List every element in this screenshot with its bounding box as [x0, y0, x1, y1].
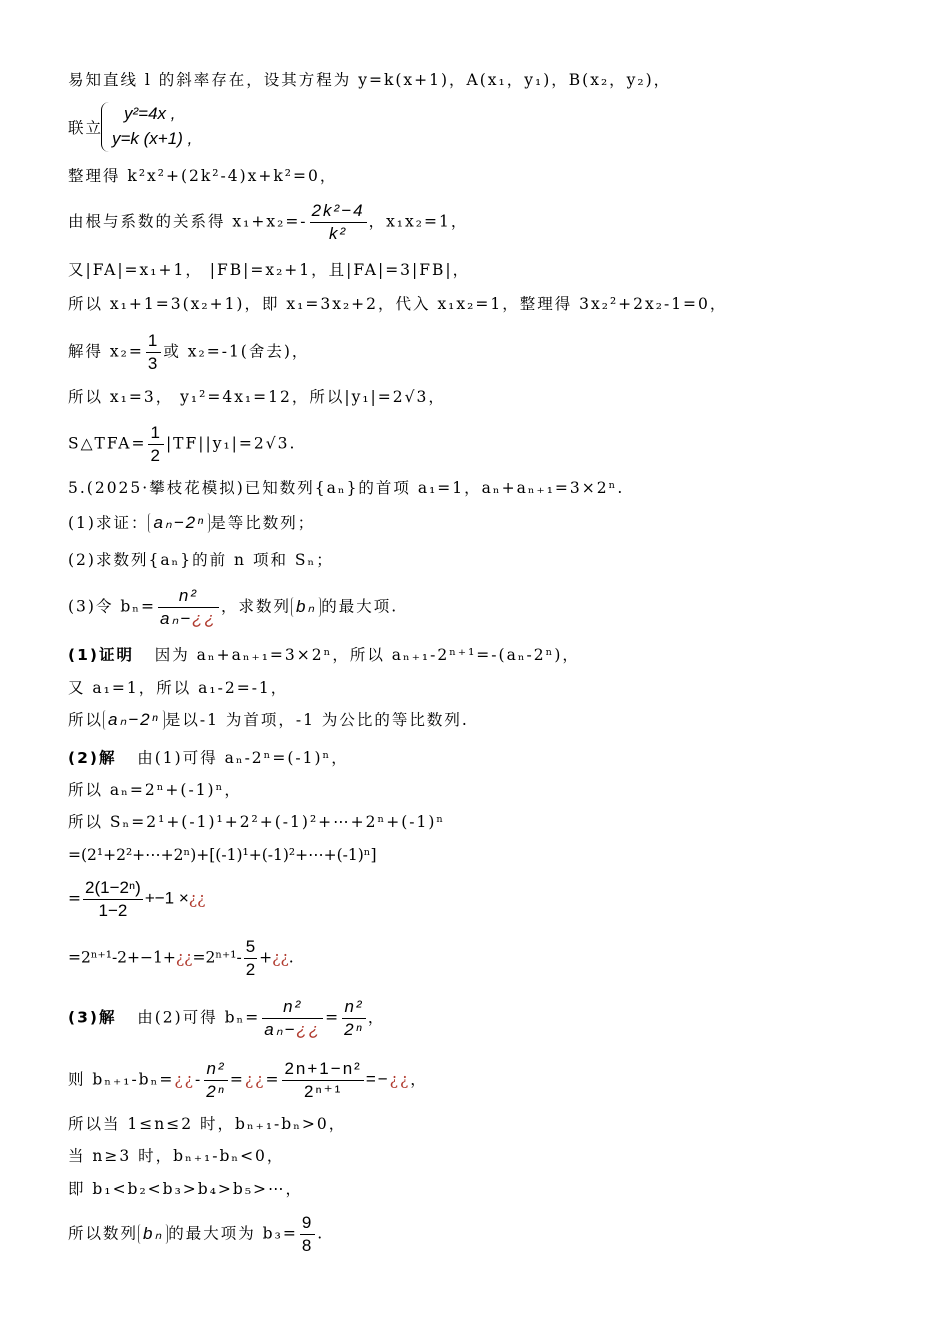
problem-5-title	[68, 478, 624, 498]
text: ，求数列	[220, 597, 291, 616]
text: =(2¹+2²+⋯+2ⁿ)+[(-1)¹+(-1)²+⋯+(-1)ⁿ]	[68, 846, 377, 864]
section-tag: (3)解	[68, 1008, 117, 1027]
solution-2-line-3	[68, 812, 445, 832]
text: 5.(2025·攀枝花模拟)已知数列{aₙ}的首项 a₁=1，aₙ+aₙ₊₁=3×2ⁿ.	[68, 479, 625, 497]
numerator: n²	[158, 585, 219, 608]
section-tag: (1)证明	[68, 646, 134, 664]
expression: bₙ	[138, 1224, 168, 1244]
text: ，	[410, 1070, 428, 1089]
text: 解得 x₂=	[68, 342, 144, 361]
text: ，x₁x₂=1，	[368, 212, 469, 231]
solution-2-line-1	[68, 748, 349, 768]
solution-3-line-3	[68, 1114, 346, 1134]
numerator: n²	[204, 1058, 228, 1081]
solution-2-line-6	[68, 936, 294, 981]
garbled-glyph: ¿¿	[296, 1020, 322, 1039]
text: +−1 ×	[144, 888, 189, 908]
denominator: 8	[301, 1236, 314, 1255]
garbled-glyph: ¿¿	[244, 1070, 266, 1089]
line-substitute	[68, 294, 727, 314]
denominator: 3	[147, 354, 160, 373]
text: 易知直线 l 的斜率存在，设其方程为 y=k(x+1)，A(x₁，y₁)，B(x₂，y₂)，	[68, 71, 672, 89]
fraction	[244, 936, 257, 981]
text: y=k (x+1) ,	[112, 129, 193, 148]
line-quadratic	[68, 166, 337, 186]
problem-5-part-2	[68, 550, 334, 570]
text: 即 b₁<b₂<b₃>b₄>b₅>⋯，	[68, 1180, 304, 1198]
numerator: 2k²−4	[310, 200, 367, 223]
text: |TF||y₁|=2√3.	[165, 434, 297, 453]
denominator: 2	[245, 960, 256, 979]
numerator: 2(1−2ⁿ)	[83, 877, 143, 900]
text: 所以 x₁=3， y₁²=4x₁=12，所以|y₁|=2√3，	[68, 388, 446, 406]
text: 是以-1 为首项，-1 为公比的等比数列.	[164, 711, 469, 729]
solution-1-line-2	[68, 678, 288, 698]
garbled-glyph: ¿¿	[389, 1070, 411, 1089]
text: 的最大项为 b₃=	[168, 1224, 298, 1243]
numerator: 9	[300, 1212, 315, 1235]
text: 所以 Sₙ=2¹+(-1)¹+2²+(-1)²+⋯+2ⁿ+(-1)ⁿ	[68, 813, 446, 831]
solution-3-line-1	[68, 996, 385, 1041]
garbled-glyph: ¿¿	[192, 609, 217, 628]
text: 的最大项.	[321, 597, 399, 616]
text: .	[288, 948, 294, 967]
text: 当 n≥3 时，bₙ₊₁-bₙ<0，	[68, 1147, 285, 1165]
numerator: 5	[244, 936, 257, 959]
text: 是等比数列；	[210, 514, 316, 532]
line-area	[68, 422, 296, 467]
text: =−	[365, 1069, 390, 1089]
line-vieta	[68, 200, 468, 245]
text: 由(2)可得 bₙ=	[137, 1008, 261, 1027]
text: 又|FA|=x₁+1， |FB|=x₂+1，且|FA|=3|FB|，	[68, 261, 471, 279]
fraction	[310, 200, 367, 245]
garbled-glyph: ¿¿	[272, 948, 289, 967]
solution-2-line-5	[68, 877, 205, 922]
text: (3)令 bₙ=	[68, 597, 156, 616]
numerator: n²	[262, 996, 323, 1019]
garbled-glyph: ¿¿	[174, 1070, 195, 1089]
solution-1-line-1	[68, 645, 580, 665]
numerator: 1	[146, 330, 161, 353]
text: aₙ−	[160, 609, 193, 628]
expression: bₙ	[291, 597, 321, 617]
denominator: 2	[150, 446, 162, 465]
fraction	[83, 877, 143, 922]
text: =	[325, 1008, 341, 1027]
line-slope	[68, 70, 671, 90]
text: =	[229, 1070, 245, 1089]
text: .	[317, 1224, 325, 1243]
text: (2)求数列{aₙ}的前 n 项和 Sₙ；	[68, 551, 334, 569]
line-system-label	[68, 118, 103, 138]
left-brace	[101, 102, 110, 152]
fraction	[262, 996, 323, 1041]
text: 则 bₙ₊₁-bₙ=	[68, 1070, 175, 1089]
solution-2-line-2	[68, 780, 242, 800]
fraction	[342, 996, 366, 1041]
numerator: 1	[148, 422, 163, 445]
denominator: 1−2	[98, 901, 128, 920]
line-solve	[68, 330, 309, 375]
denominator: 2ⁿ	[344, 1020, 364, 1039]
numerator: n²	[342, 996, 366, 1019]
problem-5-part-3	[68, 585, 398, 630]
line-y1	[68, 387, 446, 407]
denominator	[158, 608, 219, 630]
text: 因为 aₙ+aₙ₊₁=3×2ⁿ，所以 aₙ₊₁-2ⁿ⁺¹=-(aₙ-2ⁿ)，	[154, 646, 580, 664]
text: 由(1)可得 aₙ-2ⁿ=(-1)ⁿ，	[137, 749, 349, 767]
text: 又 a₁=1，所以 a₁-2=-1，	[68, 679, 289, 697]
text: =	[68, 889, 81, 908]
section-tag: (2)解	[68, 749, 117, 767]
fraction	[158, 585, 219, 630]
fraction	[300, 1212, 315, 1257]
fraction	[146, 330, 161, 375]
solution-2-line-4	[68, 845, 377, 865]
text: 由根与系数的关系得 x₁+x₂=-	[68, 212, 308, 231]
expression: aₙ−2ⁿ	[148, 513, 210, 533]
denominator: k²	[328, 224, 348, 243]
text: =2ⁿ⁺¹-	[192, 948, 242, 967]
numerator: 2n+1−n²	[282, 1058, 363, 1081]
line-focal	[68, 260, 470, 280]
text: +	[259, 948, 273, 967]
text: (1)求证：	[68, 514, 149, 532]
solution-3-line-5	[68, 1179, 303, 1199]
text: ，	[367, 1008, 386, 1027]
solution-3-line-2	[68, 1058, 428, 1103]
text: 所以当 1≤n≤2 时，bₙ₊₁-bₙ>0，	[68, 1115, 347, 1133]
expression: aₙ−2ⁿ	[103, 710, 165, 730]
text: -	[194, 1070, 203, 1089]
fraction	[282, 1058, 363, 1103]
denominator	[262, 1019, 323, 1041]
system-eq-1	[124, 104, 176, 124]
text: y²=4x ,	[124, 104, 176, 123]
text: =	[265, 1070, 281, 1089]
text: 所以 x₁+1=3(x₂+1)，即 x₁=3x₂+2，代入 x₁x₂=1，整理得 3x₂²+2x₂-1=0，	[68, 295, 728, 313]
problem-5-part-1	[68, 513, 315, 533]
text: 或 x₂=-1(舍去)，	[163, 342, 310, 361]
text: 所以 aₙ=2ⁿ+(-1)ⁿ，	[68, 781, 242, 799]
denominator: 2ⁿ⁺¹	[303, 1082, 343, 1101]
fraction	[148, 422, 163, 467]
garbled-glyph: ¿¿	[188, 889, 206, 908]
text: 整理得 k²x²+(2k²-4)x+k²=0，	[68, 167, 338, 185]
text: 所以	[68, 711, 104, 729]
text: aₙ−	[264, 1020, 297, 1039]
solution-3-line-6	[68, 1212, 324, 1257]
text: S△TFA=	[68, 434, 147, 453]
text: 联立	[68, 119, 104, 137]
denominator: 2ⁿ	[206, 1082, 226, 1101]
solution-1-line-3	[68, 710, 469, 730]
fraction	[204, 1058, 228, 1103]
text: =2ⁿ⁺¹-2+−1+	[68, 948, 176, 967]
system-eq-2	[112, 129, 192, 149]
solution-3-line-4	[68, 1146, 284, 1166]
garbled-glyph: ¿¿	[175, 948, 193, 967]
text: 所以数列	[68, 1224, 139, 1243]
